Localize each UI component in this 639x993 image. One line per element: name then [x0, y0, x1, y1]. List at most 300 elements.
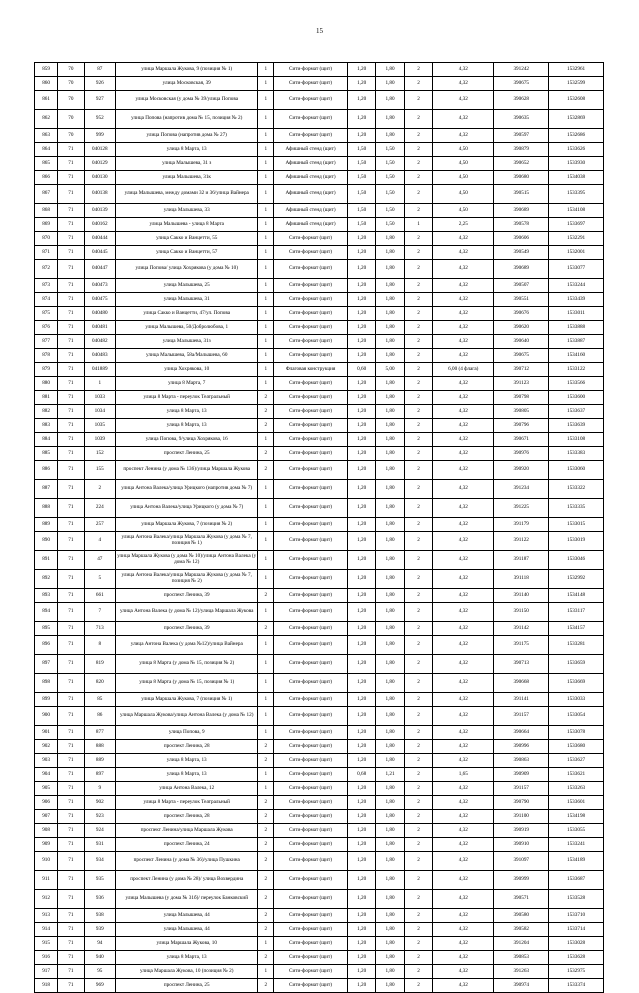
structure-id-cell: 1 [84, 377, 116, 391]
faces-cell: 2 [404, 91, 432, 110]
sides-cell: 1 [258, 293, 274, 307]
coord-y-cell: 1533281 [549, 636, 604, 655]
row-number-cell: 872 [35, 260, 58, 279]
sides-cell: 1 [258, 693, 274, 707]
height-cell: 1,80 [376, 655, 404, 674]
area-cell: 4,32 [433, 335, 494, 349]
area-cell: 4,32 [433, 674, 494, 693]
sides-cell: 1 [258, 63, 274, 77]
sides-cell: 1 [258, 349, 274, 363]
faces-cell: 2 [404, 405, 432, 419]
coord-x-cell: 390515 [494, 185, 549, 204]
structure-type-cell: Афишный стенд (щит) [274, 185, 348, 204]
district-cell: 71 [58, 740, 84, 754]
structure-id-cell: 152 [84, 447, 116, 461]
row-number-cell: 861 [35, 91, 58, 110]
row-number-cell: 892 [35, 570, 58, 589]
table-body [35, 63, 604, 993]
area-cell: 4,32 [433, 293, 494, 307]
sides-cell: 1 [258, 433, 274, 447]
area-cell: 4,32 [433, 499, 494, 518]
faces-cell: 2 [404, 890, 432, 909]
sides-cell: 1 [258, 307, 274, 321]
structure-id-cell: 257 [84, 518, 116, 532]
table-row [35, 551, 604, 570]
structure-id-cell: 888 [84, 740, 116, 754]
district-cell: 71 [58, 551, 84, 570]
row-number-cell: 865 [35, 157, 58, 171]
height-cell: 1,80 [376, 335, 404, 349]
district-cell: 71 [58, 871, 84, 890]
faces-cell: 2 [404, 185, 432, 204]
faces-cell: 2 [404, 740, 432, 754]
structure-id-cell: 95 [84, 965, 116, 979]
table-row [35, 965, 604, 979]
table-row [35, 260, 604, 279]
faces-cell: 2 [404, 782, 432, 796]
address-cell: улица Маршала Жукова, 10 (позиция № 2) [116, 965, 258, 979]
address-cell: улица Маршала Жукова, 10 [116, 937, 258, 951]
address-cell: улица 8 Марта, 13 [116, 768, 258, 782]
width-cell: 1,20 [347, 246, 375, 260]
table-row [35, 143, 604, 157]
coord-y-cell: 1534038 [549, 171, 604, 185]
height-cell: 1,80 [376, 871, 404, 890]
table-row [35, 782, 604, 796]
area-cell: 4,32 [433, 570, 494, 589]
sides-cell: 1 [258, 91, 274, 110]
structure-id-cell: 926 [84, 77, 116, 91]
area-cell: 4,32 [433, 693, 494, 707]
structure-type-cell: Сити-формат (щит) [274, 110, 348, 129]
row-number-cell: 884 [35, 433, 58, 447]
structure-type-cell: Сити-формат (щит) [274, 909, 348, 923]
coord-y-cell: 1533714 [549, 923, 604, 937]
width-cell: 1,50 [347, 171, 375, 185]
height-cell: 1,80 [376, 589, 404, 603]
address-cell: улица Малышева, 44 [116, 923, 258, 937]
structure-id-cell: 931 [84, 838, 116, 852]
address-cell: улица Попова, 9/улица Хохрякова, 16 [116, 433, 258, 447]
height-cell: 1,50 [376, 157, 404, 171]
table-row [35, 321, 604, 335]
district-cell: 71 [58, 391, 84, 405]
structure-id-cell: 040444 [84, 232, 116, 246]
faces-cell: 2 [404, 335, 432, 349]
structure-id-cell: 040445 [84, 246, 116, 260]
address-cell: улица Малышева, 58а/Малышева, 60 [116, 349, 258, 363]
coord-x-cell: 390652 [494, 157, 549, 171]
sides-cell: 1 [258, 768, 274, 782]
row-number-cell: 909 [35, 838, 58, 852]
table-row [35, 923, 604, 937]
structure-type-cell: Сити-формат (щит) [274, 391, 348, 405]
faces-cell: 2 [404, 824, 432, 838]
structure-type-cell: Сити-формат (щит) [274, 636, 348, 655]
coord-x-cell: 391157 [494, 707, 549, 726]
structure-id-cell: 85 [84, 693, 116, 707]
coord-x-cell: 390551 [494, 293, 549, 307]
coord-y-cell: 1532869 [549, 110, 604, 129]
sides-cell: 2 [258, 890, 274, 909]
address-cell: улица Маршала Жукова, 7 (позиция № 1) [116, 693, 258, 707]
height-cell: 1,80 [376, 232, 404, 246]
table-row [35, 796, 604, 810]
coord-x-cell: 390689 [494, 204, 549, 218]
area-cell: 4,32 [433, 321, 494, 335]
structure-type-cell: Сити-формат (щит) [274, 129, 348, 143]
sides-cell: 1 [258, 674, 274, 693]
sides-cell: 2 [258, 405, 274, 419]
address-cell: улица 8 Марта, 13 [116, 405, 258, 419]
faces-cell: 2 [404, 279, 432, 293]
structure-id-cell: 999 [84, 129, 116, 143]
sides-cell: 1 [258, 110, 274, 129]
structure-type-cell: Флаговая конструкция [274, 363, 348, 377]
coord-x-cell: 390919 [494, 824, 549, 838]
coord-x-cell: 390675 [494, 77, 549, 91]
area-cell: 4,32 [433, 979, 494, 993]
coord-y-cell: 1534157 [549, 622, 604, 636]
row-number-cell: 898 [35, 674, 58, 693]
faces-cell: 2 [404, 480, 432, 499]
structure-type-cell: Сити-формат (щит) [274, 63, 348, 77]
area-cell: 4,32 [433, 551, 494, 570]
district-cell: 71 [58, 232, 84, 246]
table-row [35, 518, 604, 532]
height-cell: 1,80 [376, 810, 404, 824]
height-cell: 1,80 [376, 129, 404, 143]
row-number-cell: 859 [35, 63, 58, 77]
structure-type-cell: Сити-формат (щит) [274, 965, 348, 979]
height-cell: 1,80 [376, 391, 404, 405]
structure-type-cell: Сити-формат (щит) [274, 707, 348, 726]
coord-y-cell: 1534148 [549, 589, 604, 603]
table-row [35, 740, 604, 754]
coord-x-cell: 390689 [494, 260, 549, 279]
structure-type-cell: Сити-формат (щит) [274, 349, 348, 363]
table-row [35, 810, 604, 824]
coord-y-cell: 1533033 [549, 693, 604, 707]
district-cell: 71 [58, 707, 84, 726]
area-cell: 4,32 [433, 707, 494, 726]
address-cell: улица Попова/ улица Хохрякова (у дома № 10) [116, 260, 258, 279]
row-number-cell: 862 [35, 110, 58, 129]
address-cell: улица Маршала Жукова/улица Антона Валека (у дома № 12) [116, 707, 258, 726]
structure-id-cell: 934 [84, 852, 116, 871]
width-cell: 1,20 [347, 796, 375, 810]
structure-type-cell: Сити-формат (щит) [274, 321, 348, 335]
address-cell: улица Хохрякова, 10 [116, 363, 258, 377]
faces-cell: 2 [404, 419, 432, 433]
structure-id-cell: 040482 [84, 335, 116, 349]
area-cell: 4,32 [433, 937, 494, 951]
height-cell: 1,50 [376, 171, 404, 185]
height-cell: 1,80 [376, 909, 404, 923]
table-row [35, 185, 604, 204]
sides-cell: 2 [258, 419, 274, 433]
coord-y-cell: 1533078 [549, 726, 604, 740]
faces-cell: 2 [404, 363, 432, 377]
district-cell: 71 [58, 171, 84, 185]
row-number-cell: 885 [35, 447, 58, 461]
height-cell: 1,80 [376, 377, 404, 391]
width-cell: 1,20 [347, 824, 375, 838]
area-cell: 4,32 [433, 532, 494, 551]
row-number-cell: 894 [35, 603, 58, 622]
structure-type-cell: Сити-формат (щит) [274, 603, 348, 622]
district-cell: 71 [58, 518, 84, 532]
coord-x-cell: 390628 [494, 91, 549, 110]
area-cell: 4,32 [433, 447, 494, 461]
faces-cell: 2 [404, 246, 432, 260]
height-cell: 1,80 [376, 499, 404, 518]
faces-cell: 2 [404, 754, 432, 768]
table-row [35, 951, 604, 965]
district-cell: 71 [58, 636, 84, 655]
row-number-cell: 901 [35, 726, 58, 740]
width-cell: 1,20 [347, 391, 375, 405]
coord-x-cell: 391263 [494, 965, 549, 979]
height-cell: 1,80 [376, 570, 404, 589]
coord-y-cell: 1533374 [549, 979, 604, 993]
district-cell: 71 [58, 185, 84, 204]
address-cell: улица 8 Марта (у дома № 15, позиция № 1) [116, 674, 258, 693]
height-cell: 1,80 [376, 260, 404, 279]
address-cell: улица 8 Марта, 13 [116, 143, 258, 157]
coord-x-cell: 390976 [494, 447, 549, 461]
address-cell: улица Сакко и Ванцетти, 47/ул. Попова [116, 307, 258, 321]
coord-x-cell: 390920 [494, 461, 549, 480]
row-number-cell: 878 [35, 349, 58, 363]
sides-cell: 1 [258, 937, 274, 951]
structure-id-cell: 2 [84, 480, 116, 499]
structure-type-cell: Сити-формат (щит) [274, 589, 348, 603]
district-cell: 71 [58, 726, 84, 740]
sides-cell: 2 [258, 979, 274, 993]
sides-cell: 1 [258, 129, 274, 143]
structure-type-cell: Сити-формат (щит) [274, 518, 348, 532]
address-cell: улица 8 Марта, 7 [116, 377, 258, 391]
width-cell: 1,20 [347, 110, 375, 129]
faces-cell: 2 [404, 171, 432, 185]
height-cell: 1,80 [376, 447, 404, 461]
table-row [35, 480, 604, 499]
address-cell: улица Маршала Жукова, 7 (позиция № 2) [116, 518, 258, 532]
structure-type-cell: Сити-формат (щит) [274, 279, 348, 293]
width-cell: 1,20 [347, 532, 375, 551]
row-number-cell: 913 [35, 909, 58, 923]
coord-y-cell: 1532961 [549, 63, 604, 77]
faces-cell: 2 [404, 603, 432, 622]
address-cell: улица Антона Валека/улица Маршала Жукова (у дома № 7, позиция № 1) [116, 532, 258, 551]
area-cell: 4,32 [433, 260, 494, 279]
table-row [35, 871, 604, 890]
coord-y-cell: 1533566 [549, 377, 604, 391]
coord-x-cell: 391142 [494, 622, 549, 636]
structure-type-cell: Сити-формат (щит) [274, 335, 348, 349]
width-cell: 1,20 [347, 499, 375, 518]
area-cell: 4,32 [433, 391, 494, 405]
structure-id-cell: 936 [84, 890, 116, 909]
sides-cell: 1 [258, 363, 274, 377]
faces-cell: 2 [404, 204, 432, 218]
structure-id-cell: 86 [84, 707, 116, 726]
structure-type-cell: Сити-формат (щит) [274, 923, 348, 937]
width-cell: 1,50 [347, 157, 375, 171]
coord-y-cell: 1533108 [549, 433, 604, 447]
address-cell: улица 8 Марта, 13 [116, 951, 258, 965]
district-cell: 71 [58, 480, 84, 499]
row-number-cell: 904 [35, 768, 58, 782]
width-cell: 1,20 [347, 551, 375, 570]
width-cell: 1,20 [347, 77, 375, 91]
sides-cell: 1 [258, 77, 274, 91]
coord-x-cell: 391187 [494, 551, 549, 570]
row-number-cell: 881 [35, 391, 58, 405]
address-cell: улица 8 Марта, 13 [116, 419, 258, 433]
faces-cell: 2 [404, 810, 432, 824]
width-cell: 1,20 [347, 923, 375, 937]
structure-id-cell: 927 [84, 91, 116, 110]
address-cell: улица Антона Валека/улица Урицкого (напротив дома № 7) [116, 480, 258, 499]
area-cell: 4,32 [433, 796, 494, 810]
height-cell: 1,80 [376, 622, 404, 636]
row-number-cell: 915 [35, 937, 58, 951]
faces-cell: 2 [404, 622, 432, 636]
height-cell: 1,80 [376, 246, 404, 260]
district-cell: 71 [58, 377, 84, 391]
district-cell: 71 [58, 674, 84, 693]
row-number-cell: 873 [35, 279, 58, 293]
sides-cell: 2 [258, 909, 274, 923]
coord-x-cell: 390597 [494, 129, 549, 143]
faces-cell: 2 [404, 707, 432, 726]
height-cell: 1,80 [376, 636, 404, 655]
table-row [35, 204, 604, 218]
row-number-cell: 917 [35, 965, 58, 979]
structure-type-cell: Сити-формат (щит) [274, 405, 348, 419]
structure-id-cell: 040162 [84, 218, 116, 232]
faces-cell: 2 [404, 937, 432, 951]
row-number-cell: 887 [35, 480, 58, 499]
structure-type-cell: Афишный стенд (щит) [274, 218, 348, 232]
faces-cell: 2 [404, 293, 432, 307]
width-cell: 1,50 [347, 204, 375, 218]
faces-cell: 2 [404, 77, 432, 91]
table-row [35, 279, 604, 293]
structure-id-cell: 1035 [84, 419, 116, 433]
width-cell: 1,20 [347, 890, 375, 909]
table-row [35, 232, 604, 246]
district-cell: 71 [58, 532, 84, 551]
width-cell: 1,20 [347, 349, 375, 363]
table-row [35, 707, 604, 726]
width-cell: 1,50 [347, 143, 375, 157]
structure-type-cell: Сити-формат (щит) [274, 461, 348, 480]
coord-x-cell: 390910 [494, 838, 549, 852]
area-cell: 4,32 [433, 890, 494, 909]
height-cell: 1,80 [376, 551, 404, 570]
width-cell: 1,20 [347, 655, 375, 674]
table-row [35, 335, 604, 349]
coord-y-cell: 1533621 [549, 768, 604, 782]
row-number-cell: 868 [35, 204, 58, 218]
coord-y-cell: 1533639 [549, 419, 604, 433]
coord-y-cell: 1532608 [549, 91, 604, 110]
height-cell: 1,80 [376, 77, 404, 91]
structure-id-cell: 897 [84, 768, 116, 782]
structure-type-cell: Сити-формат (щит) [274, 293, 348, 307]
coord-y-cell: 1533637 [549, 405, 604, 419]
sides-cell: 1 [258, 636, 274, 655]
area-cell: 4,32 [433, 923, 494, 937]
table-row [35, 532, 604, 551]
coord-x-cell: 391123 [494, 377, 549, 391]
coord-x-cell: 390675 [494, 349, 549, 363]
faces-cell: 2 [404, 391, 432, 405]
sides-cell: 1 [258, 551, 274, 570]
width-cell: 1,20 [347, 693, 375, 707]
area-cell: 4,32 [433, 307, 494, 321]
table-row [35, 405, 604, 419]
faces-cell: 2 [404, 693, 432, 707]
sides-cell: 1 [258, 279, 274, 293]
structure-type-cell: Сити-формат (щит) [274, 979, 348, 993]
structure-type-cell: Афишный стенд (щит) [274, 171, 348, 185]
faces-cell: 2 [404, 871, 432, 890]
area-cell: 4,32 [433, 461, 494, 480]
row-number-cell: 897 [35, 655, 58, 674]
table-row [35, 63, 604, 77]
district-cell: 71 [58, 810, 84, 824]
coord-x-cell: 391157 [494, 782, 549, 796]
width-cell: 1,20 [347, 129, 375, 143]
structure-id-cell: 040480 [84, 307, 116, 321]
structure-type-cell: Сити-формат (щит) [274, 810, 348, 824]
row-number-cell: 906 [35, 796, 58, 810]
faces-cell: 2 [404, 461, 432, 480]
sides-cell: 1 [258, 655, 274, 674]
area-cell: 4,32 [433, 377, 494, 391]
structure-type-cell: Сити-формат (щит) [274, 532, 348, 551]
width-cell: 1,20 [347, 91, 375, 110]
table-row [35, 433, 604, 447]
table-row [35, 246, 604, 260]
structure-id-cell: 661 [84, 589, 116, 603]
sides-cell: 1 [258, 204, 274, 218]
structure-type-cell: Сити-формат (щит) [274, 551, 348, 570]
row-number-cell: 880 [35, 377, 58, 391]
sides-cell: 1 [258, 185, 274, 204]
area-cell: 4,50 [433, 185, 494, 204]
structure-id-cell: 040483 [84, 349, 116, 363]
sides-cell: 1 [258, 570, 274, 589]
sides-cell: 2 [258, 461, 274, 480]
table-row [35, 824, 604, 838]
row-number-cell: 889 [35, 518, 58, 532]
district-cell: 70 [58, 129, 84, 143]
coord-y-cell: 1533060 [549, 461, 604, 480]
structure-id-cell: 040475 [84, 293, 116, 307]
table-row [35, 91, 604, 110]
table-row [35, 218, 604, 232]
structure-id-cell: 040139 [84, 204, 116, 218]
width-cell: 1,20 [347, 570, 375, 589]
table-row [35, 570, 604, 589]
structure-type-cell: Сити-формат (щит) [274, 674, 348, 693]
faces-cell: 2 [404, 447, 432, 461]
